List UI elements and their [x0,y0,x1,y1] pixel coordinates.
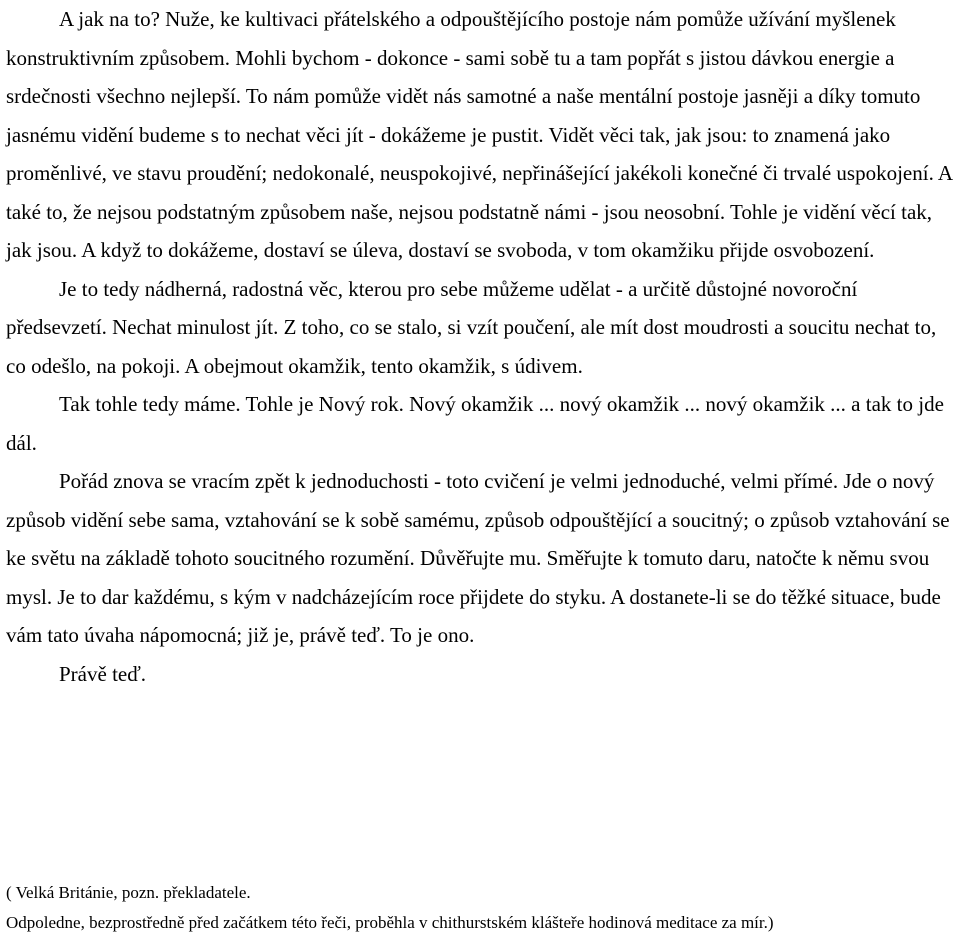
paragraph: Tak tohle tedy máme. Tohle je Nový rok. Nový okamžik ... nový okamžik ... nový okamžik ... a tak to jde dál. [6,392,944,455]
paragraph: Je to tedy nádherná, radostná věc, kterou pro sebe můžeme udělat - a určitě důstojné novoroční předsevzetí. Nechat minulost jít. Z toho, co se stalo, si vzít poučení, ale mít dost moudrosti a soucitu nechat to, co odešlo, na pokoji. A obejmout okamžik, tento okamžik, s údivem. [6,276,937,378]
document-page [6,0,958,693]
paragraph: Právě teď. [59,661,147,686]
paragraph: A jak na to? Nuže, ke kultivaci přátelského a odpouštějícího postoje nám pomůže užívání myšlenek konstruktivním způsobem. Mohli bychom - dokonce - sami sobě tu a tam popřát s jistou dávkou energie a srdečnosti všechno nejlepší. To nám pomůže vidět nás samotné a naše mentální postoje jasněji a díky tomuto jasnému vidění budeme s to nechat věci jít - dokážeme je pustit. Vidět věci tak, jak jsou: to znamená jako proměnlivé, ve stavu proudění; nedokonalé, neuspokojivé, nepřinášející jakékoli konečné či trvalé uspokojení. A také to, že nejsou podstatným způsobem naše, nejsou podstatně námi - jsou neosobní. Tohle je vidění věcí tak, jak jsou. A když to dokážeme, dostaví se úleva, dostaví se svoboda, v tom okamžiku přijde osvobození. [6,7,952,262]
document-body [6,0,958,693]
footnote-line: Odpoledne, bezprostředně před začátkem této řeči, proběhla v chithurstském klášteře hodinová meditace za mír.) [6,913,774,932]
footnotes [6,878,958,938]
footnote-line: ( Velká Británie, pozn. překladatele. [6,883,251,902]
paragraph: Pořád znova se vracím zpět k jednoduchosti - toto cvičení je velmi jednoduché, velmi přímé. Jde o nový způsob vidění sebe sama, vztahování se k sobě samému, způsob odpouštějící a soucitný; o způsob vztahování se ke světu na základě tohoto soucitného rozumění. Důvěřujte mu. Směřujte k tomuto daru, natočte k němu svou mysl. Je to dar každému, s kým v nadcházejícím roce přijdete do styku. A dostanete-li se do těžké situace, bude vám tato úvaha nápomocná; již je, právě teď. To je ono. [6,469,950,647]
